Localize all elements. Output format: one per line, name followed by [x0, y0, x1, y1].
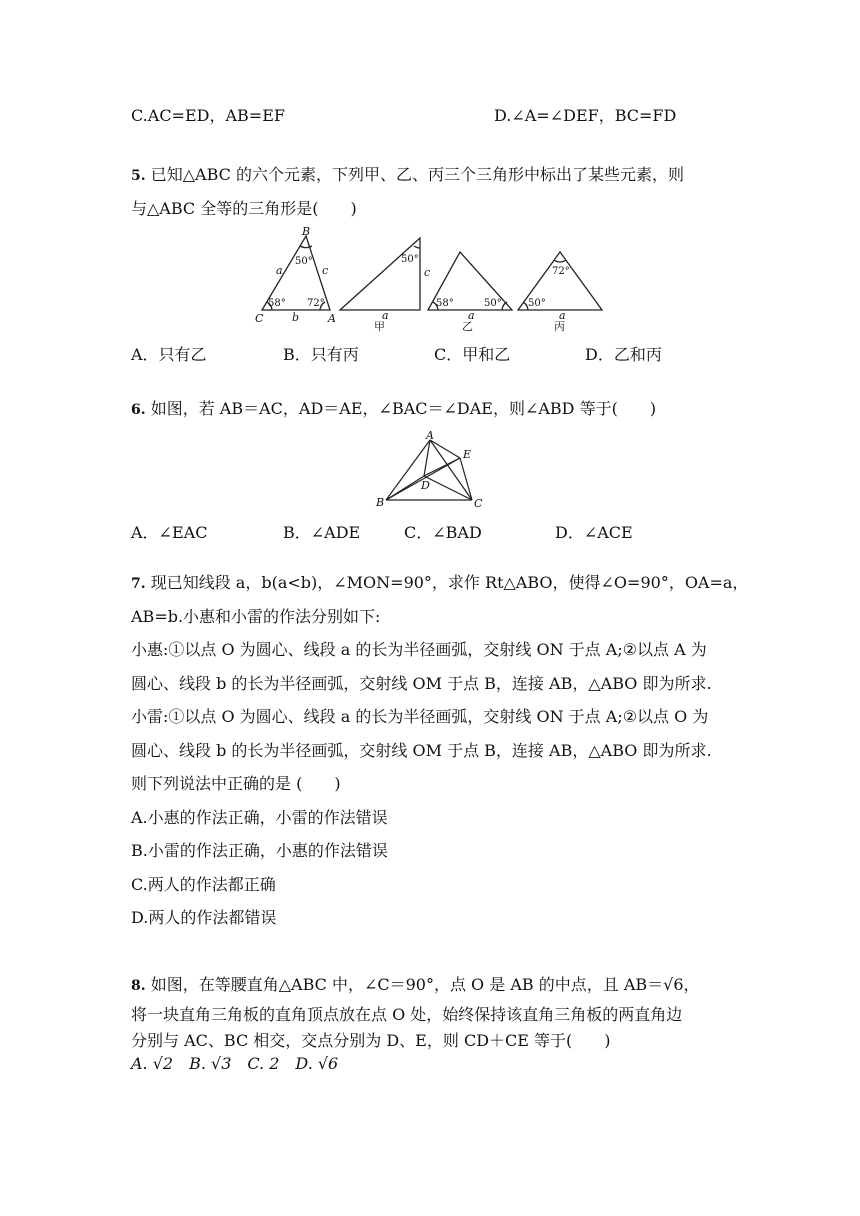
q8-line1: [131, 974, 700, 997]
q8-options: A. √2 B. √3 C. 2 D. √6: [131, 1054, 339, 1073]
jia-label-a: a: [382, 309, 389, 322]
q8-line2: 将一块直角三角板的直角顶点放在点 O 处，始终保持该直角三角板的两直角边: [131, 1005, 683, 1024]
label-A: A: [328, 312, 336, 325]
q5-option-a: A．只有乙: [131, 345, 207, 364]
q7-line6: 圆心、线段 b 的长为半径画弧，交射线 OM 于点 B，连接 AB，△ABO 即为所求.: [131, 741, 712, 760]
q7-line2: AB=b.小惠和小雷的作法分别如下:: [131, 607, 381, 626]
q5-option-d: D．乙和丙: [585, 345, 662, 364]
q5-figure: [250, 226, 610, 338]
option-d: D.∠A=∠DEF，BC=FD: [494, 106, 677, 125]
q6-line1: [131, 398, 656, 421]
angle-50-jia: 50°: [401, 254, 419, 265]
triangle-jia: [340, 238, 420, 310]
label-c: c: [322, 264, 329, 277]
angle-72-bing: 72°: [552, 266, 570, 277]
q7-option-a: A.小惠的作法正确，小雷的作法错误: [131, 808, 388, 827]
q6-label-A: A: [426, 430, 434, 442]
q7-option-c: C.两人的作法都正确: [131, 875, 276, 894]
caption-bing: 丙: [554, 320, 565, 333]
q6-option-a: A．∠EAC: [131, 523, 208, 542]
q6-number: 6.: [131, 402, 146, 418]
q7-option-b: B.小雷的作法正确，小惠的作法错误: [131, 841, 388, 860]
q5-number: 5.: [131, 168, 146, 184]
q7-number: 7.: [131, 576, 146, 592]
q5-line2: 与△ABC 全等的三角形是( ): [131, 199, 357, 218]
q7-line1: [131, 572, 748, 595]
q7-line5: 小雷:①以点 O 为圆心、线段 a 的长为半径画弧，交射线 ON 于点 A;②以点 O 为: [131, 707, 709, 726]
angle-50-bing: 50°: [528, 298, 546, 309]
label-b: b: [292, 311, 300, 324]
angle-58-abc: 58°: [268, 298, 286, 309]
q5-option-b: B．只有丙: [283, 345, 359, 364]
label-a: a: [276, 264, 283, 277]
yi-label-a: a: [468, 309, 475, 322]
option-c: C.AC=ED，AB=EF: [131, 106, 285, 125]
q6-option-b: B．∠ADE: [283, 523, 361, 542]
angle-50-abc: 50°: [295, 256, 313, 267]
q6-label-C: C: [474, 497, 483, 510]
caption-yi: 乙: [462, 320, 473, 333]
caption-jia: 甲: [374, 320, 385, 333]
q5-option-c: C．甲和乙: [434, 345, 511, 364]
angle-50-yi: 50°: [484, 298, 502, 309]
bing-label-a: a: [559, 309, 566, 322]
q7-option-d: D.两人的作法都错误: [131, 908, 277, 927]
angle-72-abc: 72°: [307, 298, 325, 309]
q6-label-B: B: [376, 496, 385, 509]
label-C: C: [255, 312, 264, 325]
q7-line4: 圆心、线段 b 的长为半径画弧，交射线 OM 于点 B，连接 AB，△ABO 即为所求.: [131, 674, 712, 693]
q6-label-D: D: [421, 479, 430, 492]
q7-text1: 现已知线段 a，b(a<b)，∠MON=90°，求作 Rt△ABO，使得∠O=90°，OA=a，: [150, 573, 749, 592]
q6-text: 如图，若 AB＝AC，AD＝AE，∠BAC＝∠DAE，则∠ABD 等于( ): [150, 399, 657, 418]
q8-text1: 如图，在等腰直角△ABC 中，∠C＝90°，点 O 是 AB 的中点，且 AB＝√6，: [150, 975, 700, 994]
q6-label-E: E: [463, 448, 472, 461]
q7-line7: 则下列说法中正确的是 ( ): [131, 774, 341, 793]
q6-option-d: D．∠ACE: [555, 523, 633, 542]
q6-option-c: C．∠BAD: [404, 523, 482, 542]
q8-line3: 分别与 AC、BC 相交，交点分别为 D、E，则 CD＋CE 等于( ): [131, 1031, 611, 1050]
q6-figure: [370, 430, 490, 512]
jia-label-c: c: [424, 266, 431, 279]
q8-number: 8.: [131, 978, 146, 994]
q5-text1: 已知△ABC 的六个元素，下列甲、乙、丙三个三角形中标出了某些元素，则: [150, 165, 684, 184]
q5-line1: [131, 164, 684, 187]
label-B: B: [302, 226, 311, 238]
angle-58-yi: 58°: [436, 298, 454, 309]
q7-line3: 小惠:①以点 O 为圆心、线段 a 的长为半径画弧，交射线 ON 于点 A;②以点 A 为: [131, 640, 707, 659]
